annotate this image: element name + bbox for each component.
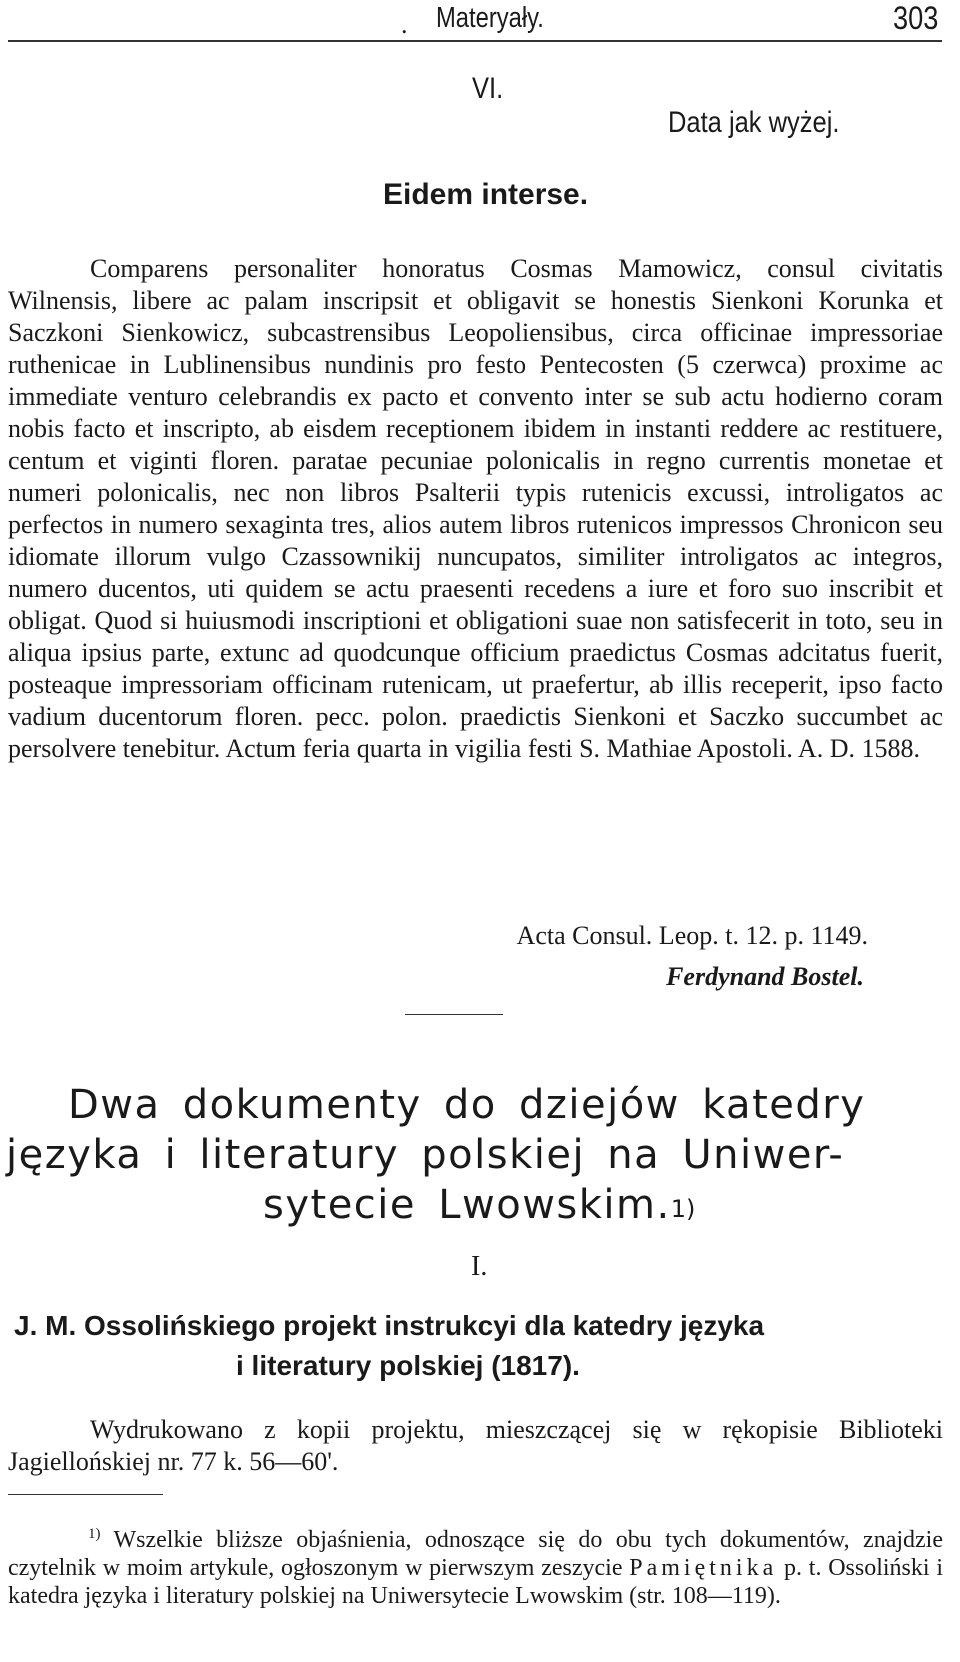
- author-signature: Ferdynand Bostel.: [666, 962, 864, 991]
- source-note: Wydrukowano z kopii projektu, mieszczącej się w rękopisie Biblioteki Jagiellońskiej nr. 77 k. 56—60'.: [8, 1415, 943, 1476]
- article-title-line-3: [6, 1180, 954, 1230]
- page-number: 303: [892, 0, 938, 36]
- dateline: Data jak wyżej.: [668, 106, 840, 139]
- footnote-mark: 1): [88, 1526, 101, 1542]
- article-title: [6, 1080, 954, 1230]
- running-head-title: Materyały.: [436, 2, 544, 34]
- subheading-line-2: i literatury polskiej (1817).: [236, 1350, 580, 1381]
- section-divider: [405, 1014, 503, 1015]
- document-subheading: [14, 1306, 944, 1386]
- article-title-line-1: Dwa dokumenty do dziejów katedry: [68, 1082, 866, 1128]
- footnote: [8, 1520, 943, 1610]
- subheading-line-1: J. M. Ossolińskiego projekt instrukcyi dla katedry języka: [14, 1310, 765, 1341]
- article-title-line-3-text: sytecie Lwowskim.: [263, 1182, 671, 1228]
- running-head-dot: .: [401, 10, 408, 39]
- section-number-vi: VI.: [472, 72, 504, 105]
- article-title-line-2: języka i literatury polskiej na Uniwer-: [6, 1132, 845, 1178]
- section-number-i: I.: [471, 1251, 488, 1282]
- archival-citation: Acta Consul. Leop. t. 12. p. 1149.: [516, 921, 868, 950]
- body-paragraph: Comparens personaliter honoratus Cosmas Mamowicz, consul civitatis Wilnensis, libere ac palam inscripsit et obligavit se honestis Sienkoni Korunka et Saczkoni Sienkowicz, subcastrensibus Leopoliensibus, circa officinae impressoriae ruthenicae in Lublinensibus nundinis pro festo Pentecosten (5 czerwca) proxime ac immediate venturo celebrandis ex pacto et convento inter se sub actu hodierno coram nobis facto et inscripto, ab eisdem receptionem ibidem in instanti reddere ac restituere, centum et viginti floren. paratae pecuniae polonicalis in regno currentis monetae et numeri polonicalis, nec non libros Psalterii typis rutenicis excussi, introligatos ac perfectos in numero sexaginta tres, alios autem libros rutenicos impressos Chronicon seu idiomate illorum vulgo Czassownikij nuncupatos, similiter introligatos ac integros, numero ducentos, uti quidem se actu praesenti recedens a iure et foro suo inscribit et obligat. Quod si huiusmodi inscriptioni et obligationi suae non satisfecerit in toto, seu in aliqua ipsius parte, extunc ad quodcunque officium praedictus Cosmas adcitatus fuerit, posteaque impressoriam officinam rutenicam, ut praefertur, ab illis receperit, ipso facto vadium ducentorum floren. pecc. polon. praedictis Sienkoni et Saczko succumbet ac persolvere tenebitur. Actum feria quarta in vigilia festi S. Mathiae Apostoli. A. D. 1588.: [8, 254, 943, 763]
- footnote-text-after: p. t. Ossoliński i katedra języka i literatury polskiej na Uniwersytecie Lwowskim (str. 108—119).: [8, 1555, 943, 1609]
- footnote-rule: [8, 1494, 163, 1495]
- running-head: [8, 0, 942, 42]
- footnote-text-before: Wszelkie bliższe objaśnienia, odnoszące się do obu tych dokumentów, znajdzie czytelnik w moim artykule, ogłoszonym w pierwszym zeszycie: [8, 1527, 943, 1581]
- section-heading: Eidem interse.: [383, 178, 589, 211]
- footnote-journal-title: Pamiętnika: [629, 1555, 778, 1581]
- title-footnote-mark[interactable]: 1): [670, 1195, 696, 1223]
